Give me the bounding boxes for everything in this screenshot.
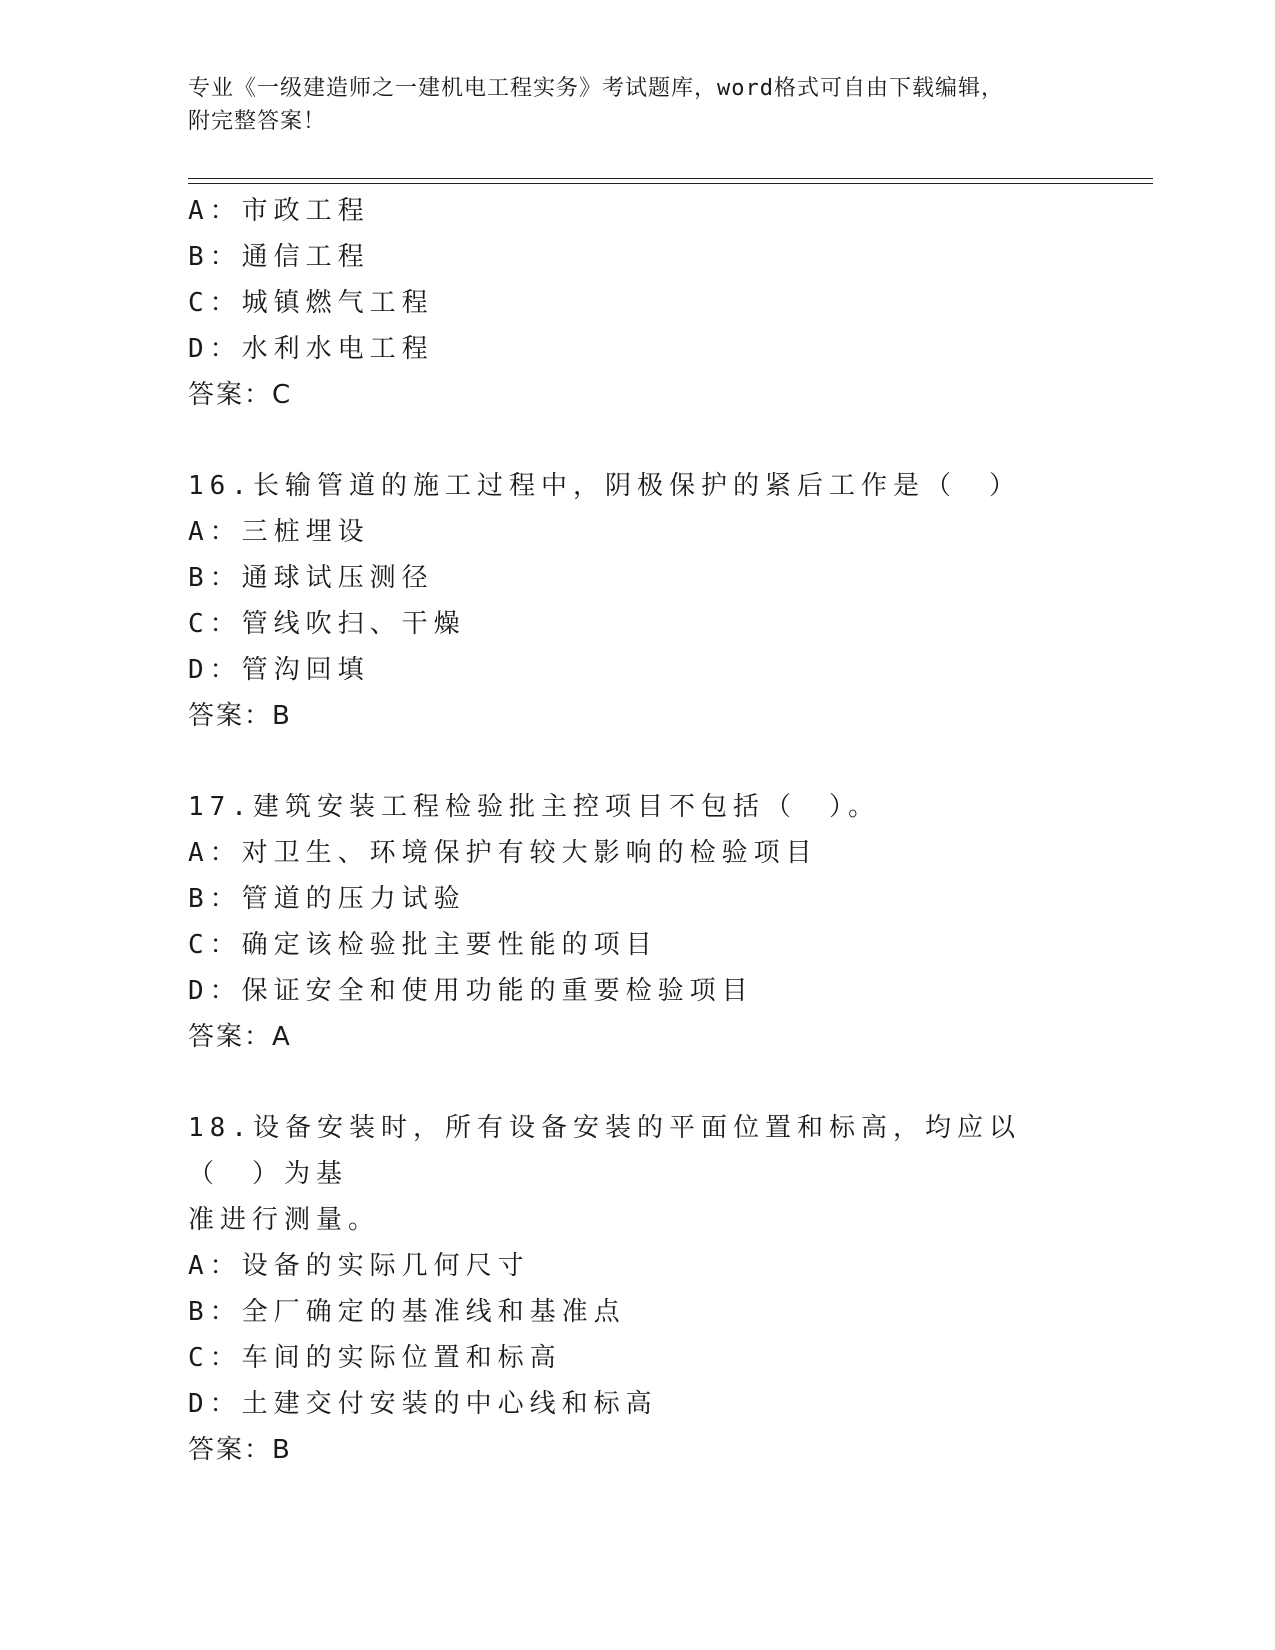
answer-line: 答案：B <box>188 1435 292 1465</box>
option-a: A：设备的实际几何尺寸 <box>188 1251 530 1281</box>
option-b: B：全厂确定的基准线和基准点 <box>188 1297 626 1327</box>
option-d: D：水利水电工程 <box>188 334 434 364</box>
question-stem: 17.建筑安装工程检验批主控项目不包括（ ）。 <box>188 792 880 822</box>
question-17 <box>188 784 1088 1060</box>
answer-line: 答案：B <box>188 701 292 731</box>
option-c: C：确定该检验批主要性能的项目 <box>188 930 658 960</box>
option-a: A：对卫生、环境保护有较大影响的检验项目 <box>188 838 818 868</box>
option-d: D：管沟回填 <box>188 655 370 685</box>
option-c: C：城镇燃气工程 <box>188 288 434 318</box>
question-16 <box>188 463 1088 739</box>
option-b: B：管道的压力试验 <box>188 884 466 914</box>
document-header <box>188 72 1088 138</box>
header-line-2: 附完整答案！ <box>188 109 327 134</box>
answer-line: 答案：A <box>188 1022 292 1052</box>
option-d: D：土建交付安装的中心线和标高 <box>188 1389 658 1419</box>
option-c: C：管线吹扫、干燥 <box>188 609 466 639</box>
answer-line: 答案：C <box>188 380 293 410</box>
question-stem-line-2: 准进行测量。 <box>188 1205 381 1235</box>
option-b: B：通信工程 <box>188 242 370 272</box>
option-d: D：保证安全和使用功能的重要检验项目 <box>188 976 754 1006</box>
question-18 <box>188 1105 1088 1473</box>
question-stem-line-1: 18.设备安装时，所有设备安装的平面位置和标高，均应以（ ）为基 <box>188 1113 1021 1189</box>
header-line-1: 专业《一级建造师之一建机电工程实务》考试题库，word格式可自由下载编辑， <box>188 76 1004 101</box>
option-a: A：三桩埋设 <box>188 517 370 547</box>
option-a: A：市政工程 <box>188 196 370 226</box>
question-list <box>188 188 1088 1473</box>
header-divider-top <box>188 178 1153 179</box>
header-divider-bottom <box>188 183 1153 184</box>
question-stem: 16.长输管道的施工过程中，阴极保护的紧后工作是（ ） <box>188 471 1021 501</box>
option-c: C：车间的实际位置和标高 <box>188 1343 562 1373</box>
option-b: B：通球试压测径 <box>188 563 434 593</box>
question-15-continued <box>188 188 1088 418</box>
